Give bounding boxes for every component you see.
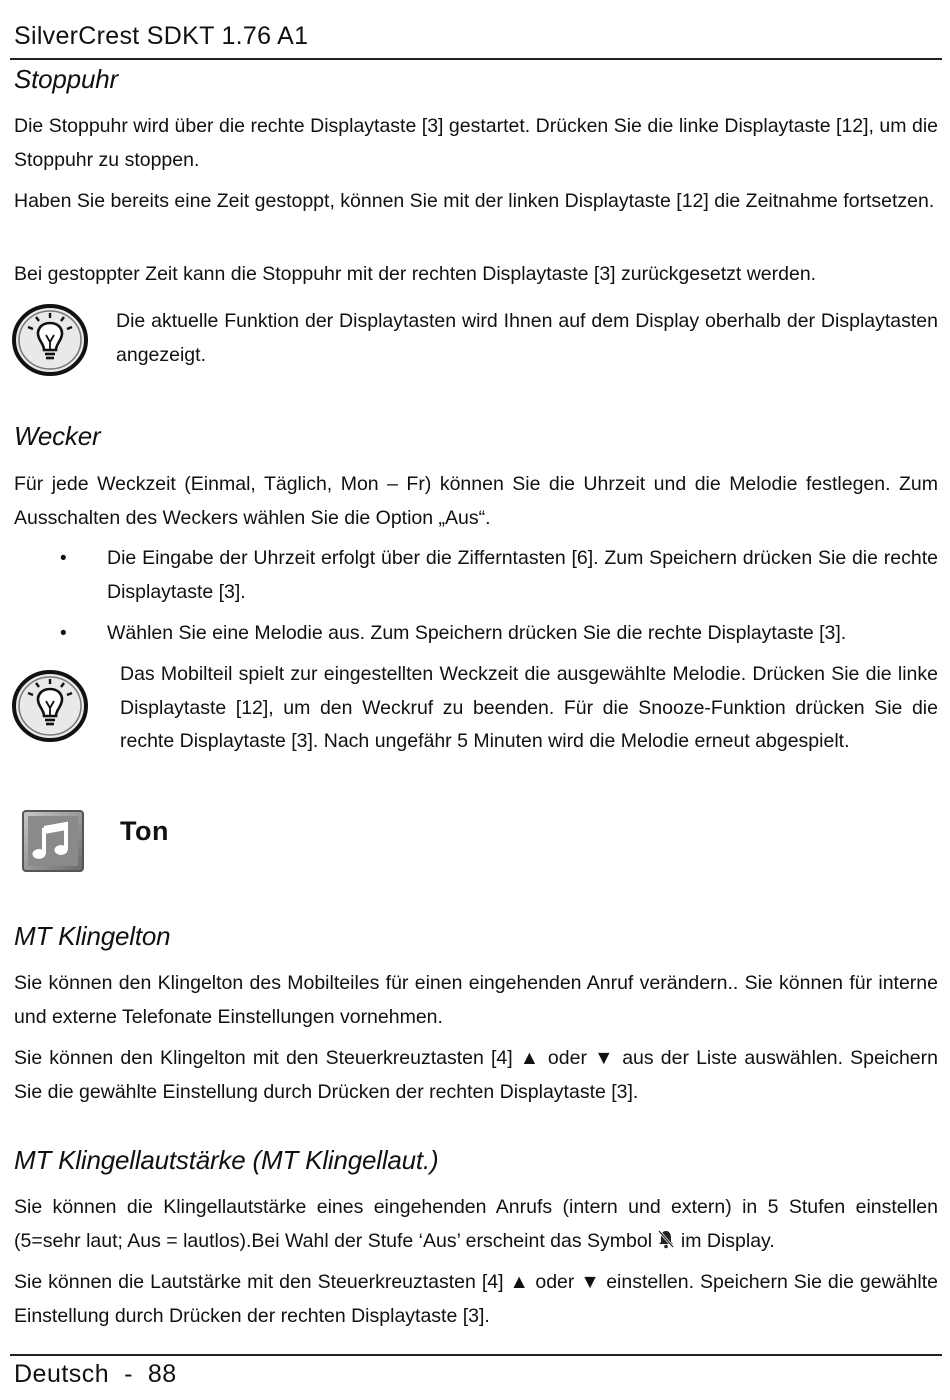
klingellaut-text: einstellen. Speichern Sie die gewählte Einstellung durch Drücken der rechten Displaytaste [3].	[14, 1271, 938, 1327]
klingellaut-text: Sie können die Klingellautstärke eines eingehenden Anrufs (intern und extern) in 5 Stufen einstellen (5=sehr laut; Aus = lautlos).Bei Wahl der Stufe ‘Aus’ erscheint das Symbol	[14, 1196, 938, 1252]
stoppuhr-paragraph-3: Bei gestoppter Zeit kann die Stoppuhr mit der rechten Displaytaste [3] zurückgesetzt werden.	[14, 263, 817, 285]
lightbulb-icon	[12, 670, 88, 742]
stoppuhr-paragraph-1: Die Stoppuhr wird über die rechte Displaytaste [3] gestartet. Drücken Sie die linke Displaytaste [12], um die Stoppuhr zu stoppen.	[14, 115, 938, 171]
section-heading-klingellautstaerke: MT Klingellautstärke (MT Klingellaut.)	[14, 1145, 439, 1175]
wecker-paragraph-1: Für jede Weckzeit (Einmal, Täglich, Mon – Fr) können Sie die Uhrzeit und die Melodie festlegen. Zum Ausschalten des Weckers wählen Sie die Option „Aus“.	[14, 473, 938, 529]
klingellaut-text: Sie können die Lautstärke mit den Steuerkreuztasten [4]	[14, 1271, 510, 1293]
section-heading-ton: Ton	[120, 816, 169, 846]
section-heading-stoppuhr: Stoppuhr	[14, 64, 118, 94]
klingellaut-paragraph-1	[14, 1191, 938, 1258]
document-header-title: SilverCrest SDKT 1.76 A1	[14, 22, 309, 50]
wecker-bullet-1: Die Eingabe der Uhrzeit erfolgt über die Zifferntasten [6]. Zum Speichern drücken Sie die rechte Displaytaste [3].	[107, 547, 938, 603]
up-arrow-icon: ▲	[519, 1047, 541, 1069]
down-arrow-icon: ▼	[594, 1047, 616, 1069]
stoppuhr-paragraph-2: Haben Sie bereits eine Zeit gestoppt, können Sie mit der linken Displaytaste [12] die Zeitnahme fortsetzen.	[14, 190, 935, 212]
wecker-tip-text: Das Mobilteil spielt zur eingestellten Weckzeit die ausgewählte Melodie. Drücken Sie die linke Displaytaste [12], um den Weckruf zu beenden. Für die Snooze-Funktion drücken Sie die rechte Displaytaste [3]. Nach ungefähr 5 Minuten wird die Melodie erneut abgespielt.	[120, 663, 938, 752]
header-rule	[10, 58, 942, 60]
down-arrow-icon: ▼	[580, 1271, 601, 1293]
klingellaut-text: im Display.	[675, 1229, 775, 1252]
page-footer: Deutsch - 88	[14, 1360, 177, 1388]
footer-rule	[10, 1354, 942, 1356]
klingelton-paragraph-1: Sie können den Klingelton des Mobilteiles für einen eingehenden Anruf verändern.. Sie können für interne und externe Telefonate Einstellungen vornehmen.	[14, 972, 938, 1028]
klingelton-text: oder	[540, 1047, 595, 1069]
lightbulb-icon	[12, 304, 88, 376]
klingelton-paragraph-2	[14, 1042, 938, 1109]
up-arrow-icon: ▲	[509, 1271, 530, 1293]
stoppuhr-tip-text: Die aktuelle Funktion der Displaytasten wird Ihnen auf dem Display oberhalb der Displaytasten angezeigt.	[116, 310, 938, 366]
klingellaut-text: oder	[529, 1271, 581, 1293]
section-heading-klingelton: MT Klingelton	[14, 921, 171, 951]
section-heading-wecker: Wecker	[14, 421, 101, 451]
klingellaut-paragraph-2	[14, 1266, 938, 1333]
bullet-marker: •	[60, 623, 67, 644]
music-note-icon	[22, 810, 84, 872]
muted-bell-icon	[657, 1227, 675, 1247]
wecker-bullet-2: Wählen Sie eine Melodie aus. Zum Speichern drücken Sie die rechte Displaytaste [3].	[107, 622, 847, 644]
bullet-marker: •	[60, 548, 67, 569]
klingelton-text: aus der Liste auswählen. Speichern Sie die gewählte Einstellung durch Drücken der rechten Displaytaste [3].	[14, 1047, 938, 1103]
klingelton-text: Sie können den Klingelton mit den Steuerkreuztasten [4]	[14, 1047, 520, 1069]
